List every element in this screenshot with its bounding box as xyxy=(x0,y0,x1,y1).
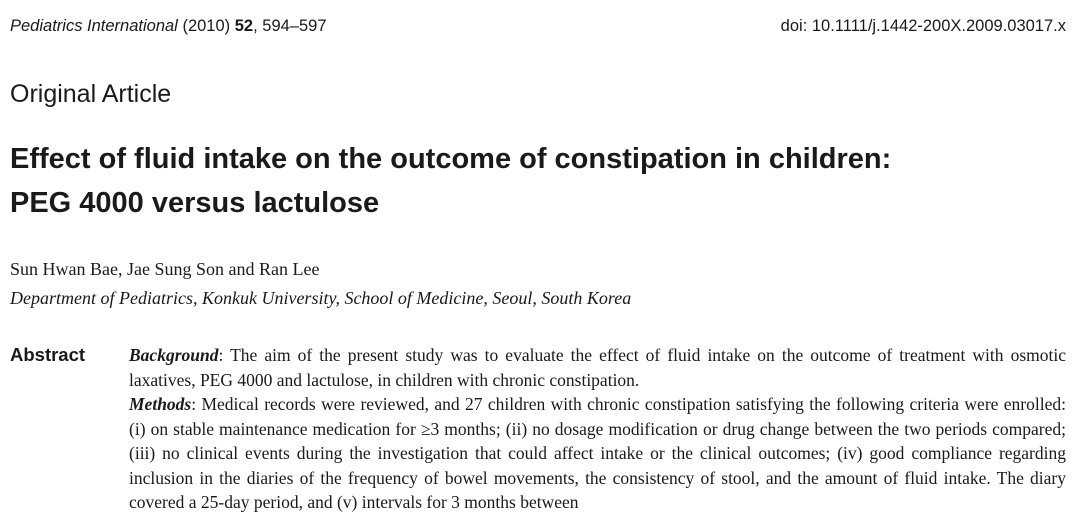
abstract-body xyxy=(129,343,1066,515)
abstract-label: Abstract xyxy=(10,344,86,365)
author-list: Sun Hwan Bae, Jae Sung Son and Ran Lee xyxy=(10,259,320,279)
journal-year: (2010) xyxy=(182,17,231,35)
article-title-line-1: Effect of fluid intake on the outcome of constipation in children: xyxy=(10,143,892,175)
journal-citation xyxy=(10,15,327,37)
abstract-background-text: : The aim of the present study was to evaluate the effect of fluid intake on the outcome of treatment with osmotic laxatives, PEG 4000 and lactulose, in children with chronic constipation. xyxy=(129,345,1066,390)
abstract-methods-text: : Medical records were reviewed, and 27 children with chronic constipation satisfying the following criteria were enrolled: (i) on stable maintenance medication for ≥3 months; (ii) no dosage modification or drug change between the two periods compared; (iii) no clinical events during the investigation that could affect intake or the clinical outcomes; (iv) good compliance regarding inclusion in the diaries of the frequency of bowel movements, the consistency of stool, and the amount of fluid intake. The diary covered a 25-day period, and (v) intervals for 3 months between xyxy=(129,394,1066,512)
journal-volume: 52 xyxy=(234,17,254,35)
author-affiliation: Department of Pediatrics, Konkuk University, School of Medicine, Seoul, South Korea xyxy=(10,288,632,308)
journal-name: Pediatrics International xyxy=(10,17,178,35)
abstract-methods-heading: Methods xyxy=(129,394,192,414)
doi: doi: 10.1111/j.1442-200X.2009.03017.x xyxy=(780,17,1066,35)
article-title-line-2: PEG 4000 versus lactulose xyxy=(10,187,380,219)
article-title xyxy=(10,137,1070,225)
journal-pages: , 594–597 xyxy=(253,17,327,35)
abstract-background-paragraph xyxy=(129,343,1066,392)
running-header xyxy=(10,15,1066,37)
abstract-background-heading: Background xyxy=(129,345,219,365)
article-type: Original Article xyxy=(10,80,172,108)
abstract-methods-paragraph xyxy=(129,392,1066,515)
